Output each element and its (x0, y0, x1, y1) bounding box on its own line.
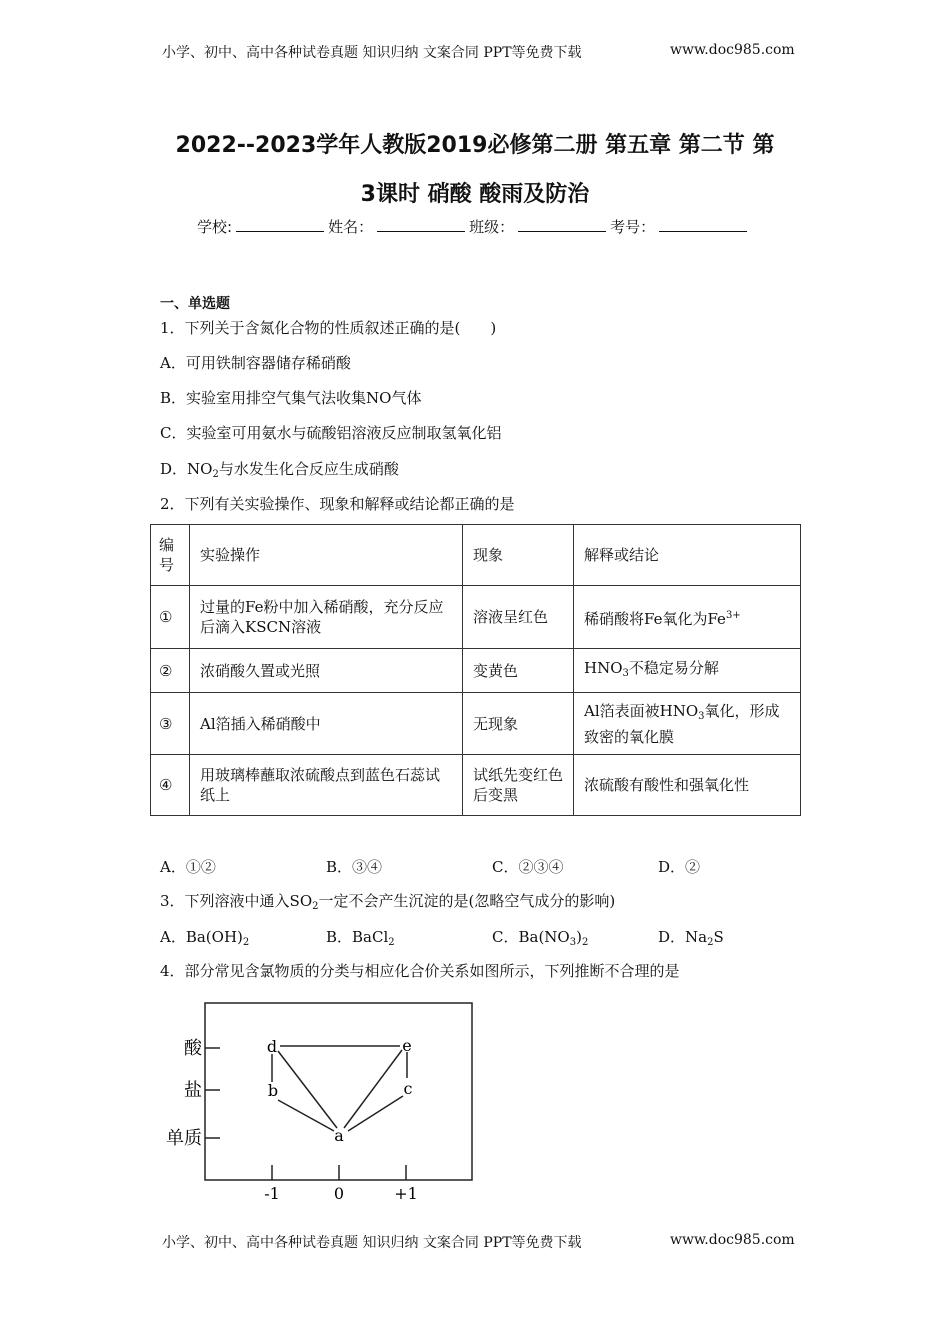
cell-op: 浓硝酸久置或光照 (190, 649, 463, 693)
cell-op: 用玻璃棒蘸取浓硫酸点到蓝色石蕊试纸上 (190, 755, 463, 816)
q2-option-b: B．③④ (326, 858, 383, 876)
text: 一定不会产生沉淀的是(忽略空气成分的影响) (318, 892, 616, 910)
q2-option-c: C．②③④ (492, 858, 564, 876)
cell-op: Al箔插入稀硝酸中 (190, 693, 463, 755)
subscript: 3 (569, 937, 577, 948)
ylabel-element: 单质 (166, 1128, 202, 1149)
title-line2: 3课时 硝酸 酸雨及防治 (360, 182, 590, 207)
text: D．NO (160, 460, 213, 478)
xlabel: -1 (264, 1184, 280, 1203)
cell-no: ① (151, 586, 190, 649)
table-header-row (151, 525, 801, 586)
text: A．Ba(OH) (160, 928, 243, 946)
q4-stem: 4．部分常见含氯物质的分类与相应化合价关系如图所示，下列推断不合理的是 (160, 962, 680, 980)
header-cell: 实验操作 (190, 525, 463, 586)
q3-option-c: C．$Ba(NO_3)_2$ (492, 928, 589, 948)
q1-stem: 1．下列关于含氮化合物的性质叙述正确的是( ) (160, 319, 497, 337)
q1-option-d (160, 458, 399, 480)
q1-option-b: B．实验室用排空气集气法收集NO气体 (160, 389, 422, 407)
name-label: 姓名： (328, 218, 374, 236)
experiment-table (150, 524, 801, 816)
section-title: 一、单选题 (160, 296, 230, 312)
text: 氧化，形成致密的氧化膜 (584, 701, 780, 746)
point-b: b (267, 1081, 279, 1100)
text: 不稳定易分解 (628, 658, 719, 677)
header-cell: 编号 (151, 525, 190, 586)
cell-conclusion: 浓硫酸有酸性和强氧化性 (574, 755, 801, 816)
cell-phenomenon: 无现象 (463, 693, 574, 755)
text: B．BaCl (326, 928, 389, 946)
point-e: e (402, 1036, 412, 1055)
q3-option-a (160, 926, 249, 948)
subscript: 3 (622, 667, 629, 679)
subscript: 2 (212, 469, 219, 480)
cell-conclusion (574, 693, 801, 755)
cell-phenomenon: 变黄色 (463, 649, 574, 693)
text: D．Na (658, 928, 708, 946)
school-blank (236, 217, 324, 232)
header-left: 小学、初中、高中各种试卷真题 知识归纳 文案合同 PPT等免费下载 (162, 45, 582, 61)
title-line1: 2022--2023学年人教版2019必修第二册 第五章 第二节 第 (175, 133, 775, 158)
cell-phenomenon: 试纸先变红色后变黑 (463, 755, 574, 816)
table-row (151, 755, 801, 816)
edge-e-a (344, 1050, 402, 1128)
cell-conclusion (574, 649, 801, 693)
diagram-frame (205, 1003, 472, 1180)
table-row (151, 649, 801, 693)
class-blank (518, 217, 606, 232)
subscript: 3 (698, 710, 705, 722)
footer-left: 小学、初中、高中各种试卷真题 知识归纳 文案合同 PPT等免费下载 (162, 1235, 582, 1251)
header-cell: 解释或结论 (574, 525, 801, 586)
edge-b-a (278, 1100, 334, 1131)
header-cell: 现象 (463, 525, 574, 586)
edge-c-a (348, 1096, 403, 1131)
cell-phenomenon: 溶液呈红色 (463, 586, 574, 649)
cell-op: 过量的Fe粉中加入稀硝酸，充分反应后滴入KSCN溶液 (190, 586, 463, 649)
subscript: 2 (242, 937, 250, 948)
q3-stem (160, 890, 615, 912)
xlabel: +1 (394, 1184, 418, 1203)
table-row (151, 693, 801, 755)
point-a: a (334, 1126, 344, 1145)
name-blank (377, 217, 465, 232)
text: 与水发生化合反应生成硝酸 (218, 460, 399, 478)
text: S (713, 928, 724, 946)
footer-right: www.doc985.com (670, 1232, 795, 1248)
text: Al箔表面被HNO (584, 701, 699, 720)
header-right: www.doc985.com (670, 42, 795, 58)
q2-stem: 2．下列有关实验操作、现象和解释或结论都正确的是 (160, 495, 515, 513)
point-c: c (403, 1079, 413, 1098)
ylabel-salt: 盐 (184, 1080, 202, 1101)
text: 稀硝酸将Fe氧化为Fe (584, 609, 726, 628)
text: HNO (584, 658, 623, 677)
subscript: 2 (388, 937, 395, 948)
subscript: 2 (707, 937, 714, 948)
q2-option-a: A．①② (160, 858, 216, 876)
superscript: 3+ (725, 609, 741, 621)
xlabel: 0 (333, 1184, 345, 1203)
text: 3．下列溶液中通入SO (160, 892, 313, 910)
table-row (151, 586, 801, 649)
number-blank (659, 217, 747, 232)
cell-no: ③ (151, 693, 190, 755)
subscript: 2 (312, 901, 319, 912)
cell-conclusion (574, 586, 801, 649)
ylabel-acid: 酸 (184, 1038, 202, 1059)
q2-option-d: D．② (658, 858, 701, 876)
chlorine-valence-diagram (150, 990, 490, 1210)
point-d: d (266, 1037, 278, 1056)
cell-no: ② (151, 649, 190, 693)
student-info (197, 216, 751, 237)
q1-option-c: C．实验室可用氨水与硫酸铝溶液反应制取氢氧化铝 (160, 424, 502, 442)
q3-option-d (658, 926, 724, 948)
q3-option-b (326, 926, 395, 948)
cell-no: ④ (151, 755, 190, 816)
class-label: 班级： (469, 218, 515, 236)
q1-option-a: A．可用铁制容器储存稀硝酸 (160, 354, 351, 372)
number-label: 考号： (610, 218, 656, 236)
school-label: 学校: (197, 218, 233, 236)
